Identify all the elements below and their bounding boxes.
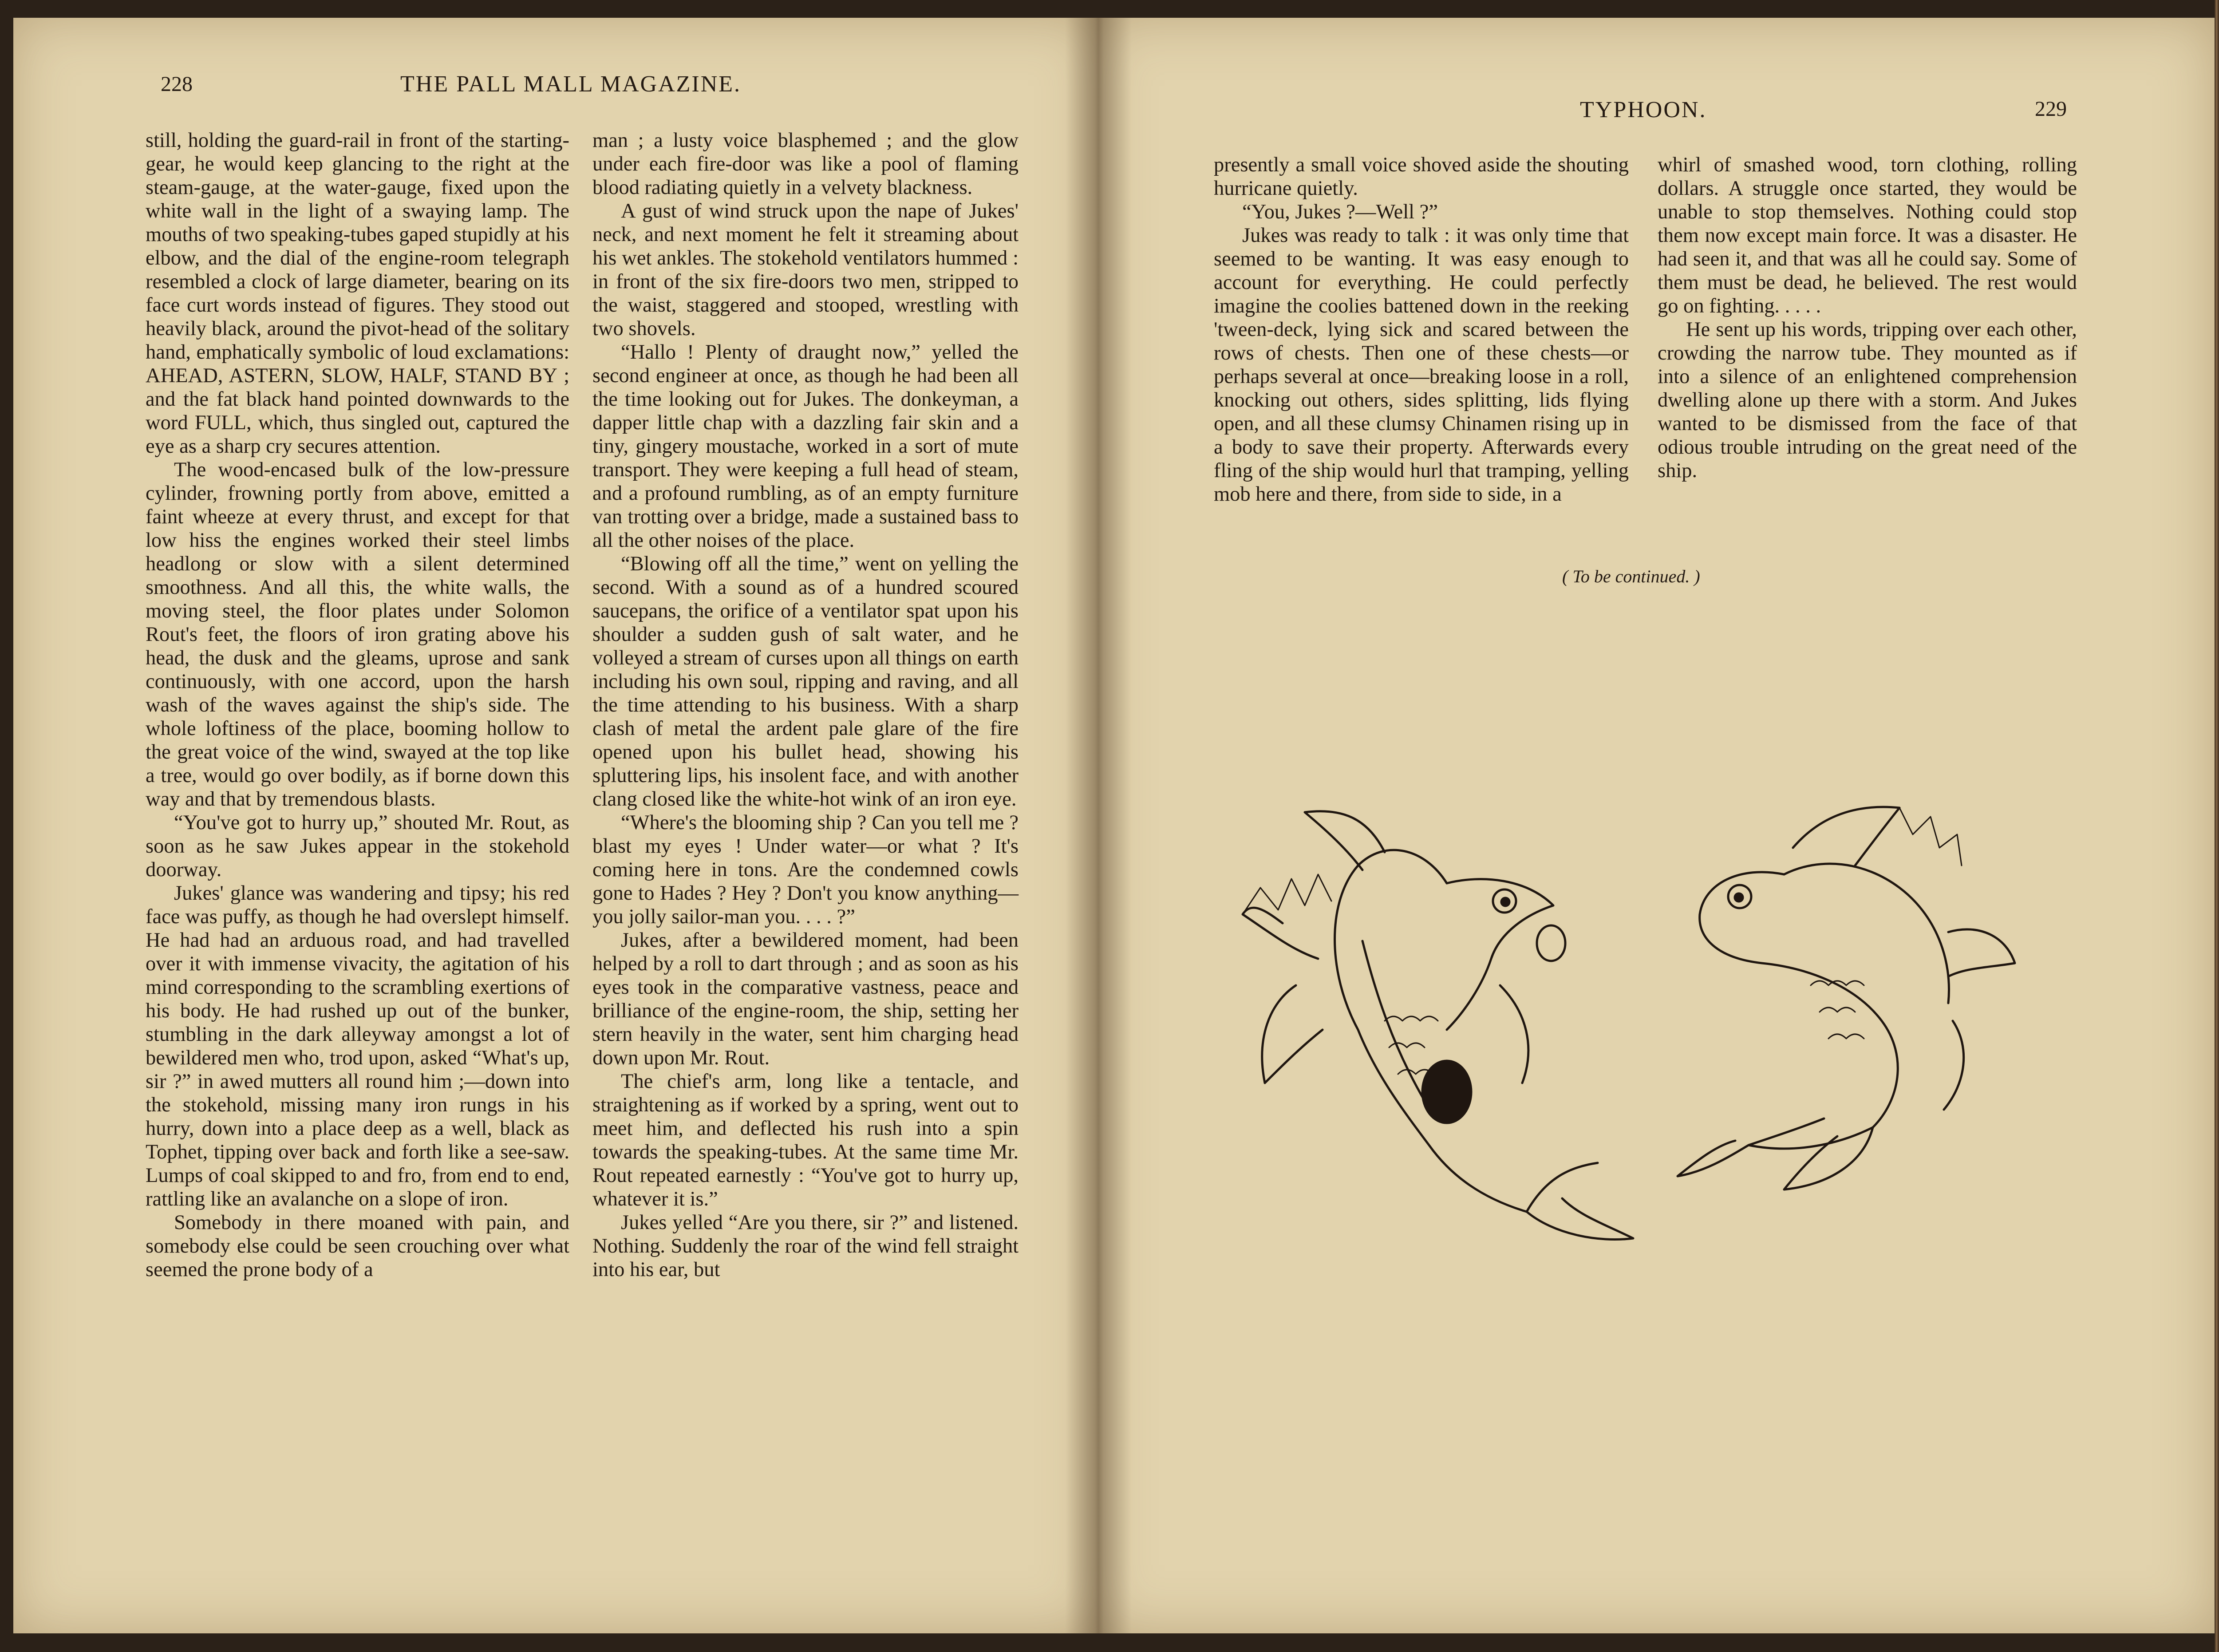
right-running-head: TYPHOON. xyxy=(1580,97,1707,123)
paragraph: presently a small voice shoved aside the shouting hurricane quietly. xyxy=(1214,154,1629,200)
to-be-continued: ( To be continued. ) xyxy=(1562,566,1700,586)
paragraph: whirl of smashed wood, torn clothing, rolling dollars. A struggle once started, they would be unable to stop themselves. Nothing could stop them now except main force. It was a disaster. He had seen it, and that was all he could say. Some of them must be dead, he believed. The rest would go on fighting. . . . . xyxy=(1658,154,2077,317)
right-page-number: 229 xyxy=(2035,97,2067,121)
paragraph: “You, Jukes ?—Well ?” xyxy=(1242,201,1438,223)
left-column-2 xyxy=(592,129,1019,1281)
left-column-1 xyxy=(146,129,569,1281)
paragraph: Jukes was ready to talk : it was only time that seemed to be wanting. It was easy enough to account for everything. He could perfectly imagine the coolies battened down in the reeking 'tween-deck, lying sick and scared between the rows of chests. Then one of these chests—or perhaps several at once—breaking loose in a roll, knocking out others, sides splitting, lids flying open, and all these clumsy Chinamen rising up in a body to save their property. Afterwards every fling of the ship would hurl that tramping, yelling mob here and there, from side to side, in a xyxy=(1214,224,1629,506)
paragraph: still, holding the guard-rail in front of the starting-gear, he would keep glancing to the right at the steam-gauge, at the water-gauge, fixed upon the white wall in the light of a swaying lamp. The mouths of two speaking-tubes gaped stupidly at his elbow, and the dial of the engine-room telegraph resembled a clock of large diameter, bearing on its face curt words instead of figures. They stood out heavily black, around the pivot-head of the solitary hand, emphatically symbolic of loud exclamations: AHEAD, ASTERN, SLOW, HALF, STAND BY ; and the fat black hand pointed downwards to the word FULL, which, thus singled out, captured the eye as a sharp cry secures attention. xyxy=(146,129,569,458)
paragraph: Somebody in there moaned with pain, and somebody else could be seen crouching over what seemed the prone body of a xyxy=(146,1211,569,1281)
paragraph: “You've got to hurry up,” shouted Mr. Rout, as soon as he saw Jukes appear in the stokehold doorway. xyxy=(146,811,569,881)
paragraph: Jukes, after a bewildered moment, had been helped by a roll to dart through ; and as soon as his eyes took in the comparative vastness, peace and brilliance of the engine-room, the ship, setting her stern heavily in the water, sent him charging head down upon Mr. Rout. xyxy=(592,929,1019,1069)
paragraph: “Hallo ! Plenty of draught now,” yelled the second engineer at once, as though he had been all the time looking out for Jukes. The donkeyman, a dapper little chap with a dazzling fair skin and a tiny, gingery moustache, worked in a sort of mute transport. They were keeping a full head of steam, and a profound rumbling, as of an empty furniture van trotting over a bridge, made a sustained bass to all the other noises of the place. xyxy=(592,341,1019,552)
left-running-head: THE PALL MALL MAGAZINE. xyxy=(400,71,742,97)
paragraph: He sent up his words, tripping over each other, crowding the narrow tube. They mounted as if into a silence of an enlightened comprehension dwelling alone up there with a storm. And Jukes wanted to be dismissed from the face of that odious trouble intruding on the great need of the ship. xyxy=(1658,318,2077,482)
paragraph: “Where's the blooming ship ? Can you tell me ? blast my eyes ! Under water—or what ? It's coming here in tons. Are the condemned cowls gone to Hades ? Hey ? Don't you know anything—you jolly sailor-man you. . . . ?” xyxy=(592,811,1019,928)
paragraph: The chief's arm, long like a tentacle, and straightening as if worked by a spring, went out to meet him, and deflected his rush into a spin towards the speaking-tubes. At the same time Mr. Rout repeated earnestly : “You've got to hurry up, whatever it is.” xyxy=(592,1070,1019,1210)
fish-illustration xyxy=(1216,799,2104,1287)
right-fish xyxy=(1678,807,2015,1190)
paragraph: Jukes yelled “Are you there, sir ?” and listened. Nothing. Suddenly the roar of the wind fell straight into his ear, but xyxy=(592,1211,1019,1281)
paragraph: Jukes' glance was wandering and tipsy; his red face was puffy, as though he had overslept himself. He had had an arduous road, and had travelled over it with immense vivacity, the agitation of his mind corresponding to the scrambling exertions of his body. He had rushed up out of the bunker, stumbling in the dark alleyway amongst a lot of bewildered men who, trod upon, asked “What's up, sir ?” in awed mutters all round him ;—down into the stokehold, missing many iron rungs in his hurry, down into a place deep as a well, black as Tophet, tipping over back and forth like a see-saw. Lumps of coal skipped to and fro, from end to end, rattling like an avalanche on a slope of iron. xyxy=(146,882,569,1210)
book-gutter xyxy=(1065,18,1132,1633)
page-edges xyxy=(2215,0,2219,1652)
paragraph: “Blowing off all the time,” went on yelling the second. With a sound as of a hundred scoured saucepans, the orifice of a ventilator spat upon his shoulder a sudden gush of salt water, and he volleyed a stream of curses upon all things on earth including his own soul, ripping and raving, and all the time attending to his business. With a sharp clash of metal the ardent pale glare of the fire opened upon his bullet head, showing his spluttering lips, his insolent face, and with another clang closed like the white-hot wink of an iron eye. xyxy=(592,553,1019,810)
paragraph: The wood-encased bulk of the low-pressure cylinder, frowning portly from above, emitted a faint wheeze at every thrust, and except for that low hiss the engines worked their steel limbs headlong or slow with a silent determined smoothness. And all this, the white walls, the moving steel, the floor plates under Solomon Rout's feet, the floors of iron grating above his head, the dusk and the gleams, uprose and sank continuously, with one accord, upon the harsh wash of the waves against the ship's side. The whole loftiness of the place, booming hollow to the great voice of the wind, swayed at the top like a tree, would go over bodily, as if borne down this way and that by tremendous blasts. xyxy=(146,458,569,810)
left-page-number: 228 xyxy=(161,72,193,96)
paragraph: man ; a lusty voice blasphemed ; and the glow under each fire-door was like a pool of flaming blood radiating quietly in a velvety blackness. xyxy=(592,129,1019,199)
right-column-1 xyxy=(1214,153,1629,506)
paragraph: A gust of wind struck upon the nape of Jukes' neck, and next moment he felt it streaming about his wet ankles. The stokehold ventilators hummed : in front of the six fire-doors two men, stripped to the waist, staggered and stooped, wrestling with two shovels. xyxy=(592,200,1019,340)
right-column-2 xyxy=(1658,153,2077,482)
left-fish xyxy=(1243,811,1633,1240)
